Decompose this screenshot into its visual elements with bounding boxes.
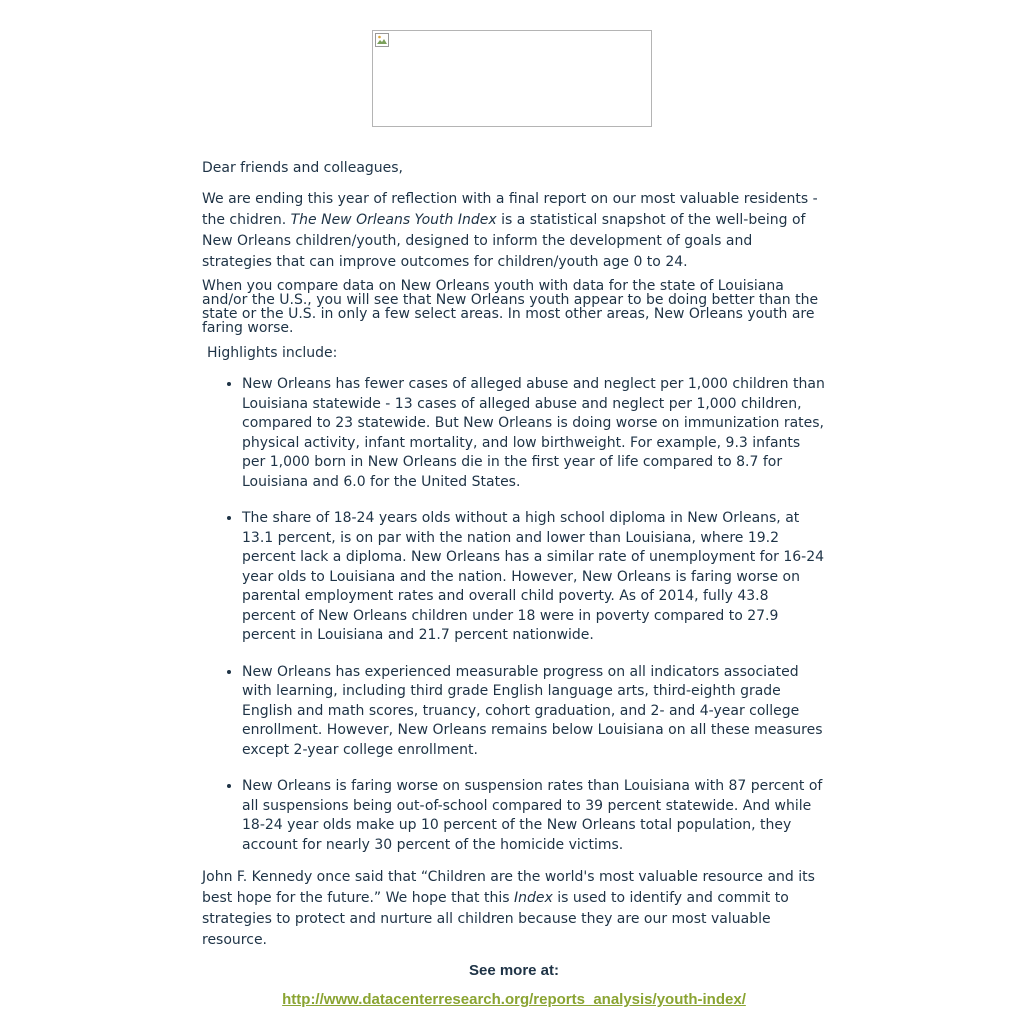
broken-image-icon (375, 33, 389, 47)
letter-body (202, 158, 826, 1010)
index-emphasis: Index (513, 890, 553, 906)
highlight-item: • The share of 18-24 years olds without a high school diploma in New Orleans, at 13.1 percent, is on par with the nation and lower than Louisiana, where 19.2 percent lack a diploma. New Orleans has a similar rate of unemployment for 16-24 year olds to Louisiana and the nation. However, New Orleans is faring worse on parental employment rates and overall child poverty. As of 2014, fully 43.8 percent of New Orleans children under 18 were in poverty compared to 27.9 percent in Louisiana and 21.7 percent nationwide. (242, 509, 826, 646)
closing-paragraph (202, 867, 826, 951)
report-title: The New Orleans Youth Index (290, 212, 497, 228)
highlights-label: Highlights include: (207, 345, 338, 361)
highlight-item: • New Orleans has experienced measurable progress on all indicators associated with learning, including third grade English language arts, third-eighth grade English and math scores, truancy, cohort graduation, and 2- and 4-year college enrollment. However, New Orleans remains below Louisiana on all these measures except 2-year college enrollment. (242, 663, 826, 761)
highlight-item: • New Orleans has fewer cases of alleged abuse and neglect per 1,000 children than Louisiana statewide - 13 cases of alleged abuse and neglect per 1,000 children, compared to 23 statewide. But New Orleans is doing worse on immunization rates, physical activity, infant mortality, and low birthweight. For example, 9.3 infants per 1,000 born in New Orleans die in the first year of life compared to 8.7 for Louisiana and 6.0 for the United States. (242, 375, 826, 492)
youth-index-link[interactable]: http://www.datacenterresearch.org/reports_analysis/youth-index/ (282, 991, 746, 1008)
intro-paragraph (202, 189, 826, 273)
compare-paragraph: When you compare data on New Orleans youth with data for the state of Louisiana and/or the U.S., you will see that New Orleans youth appear to be doing better than the state or the U.S. in only a few select areas. In most other areas, New Orleans youth are faring worse. (202, 278, 819, 336)
greeting: Dear friends and colleagues, (202, 160, 404, 176)
link-row (202, 989, 826, 1010)
intro-text-end: is a statistical snapshot of the well-being of New Orleans children/youth, designed to inform the development of goals and strategies that can improve outcomes for children/youth age 0 to 24. (202, 212, 806, 270)
closing-text-end: is used to identify and commit to strategies to protect and nurture all children because they are our most valuable resource. (202, 890, 789, 948)
header-image-placeholder (372, 30, 652, 127)
see-more-label: See more at: (468, 962, 560, 979)
intro-text-start: We are ending this year of reflection with a final report on our most valuable residents - the chidren. (202, 191, 818, 228)
highlight-item: • New Orleans is faring worse on suspension rates than Louisiana with 87 percent of all suspensions being out-of-school compared to 39 percent statewide. And while 18-24 year olds make up 10 percent of the New Orleans total population, they account for nearly 30 percent of the homicide victims. (242, 777, 826, 855)
highlights-list (202, 375, 826, 855)
closing-text-start: John F. Kennedy once said that “Children are the world's most valuable resource and its best hope for the future.” We hope that this (202, 869, 815, 906)
